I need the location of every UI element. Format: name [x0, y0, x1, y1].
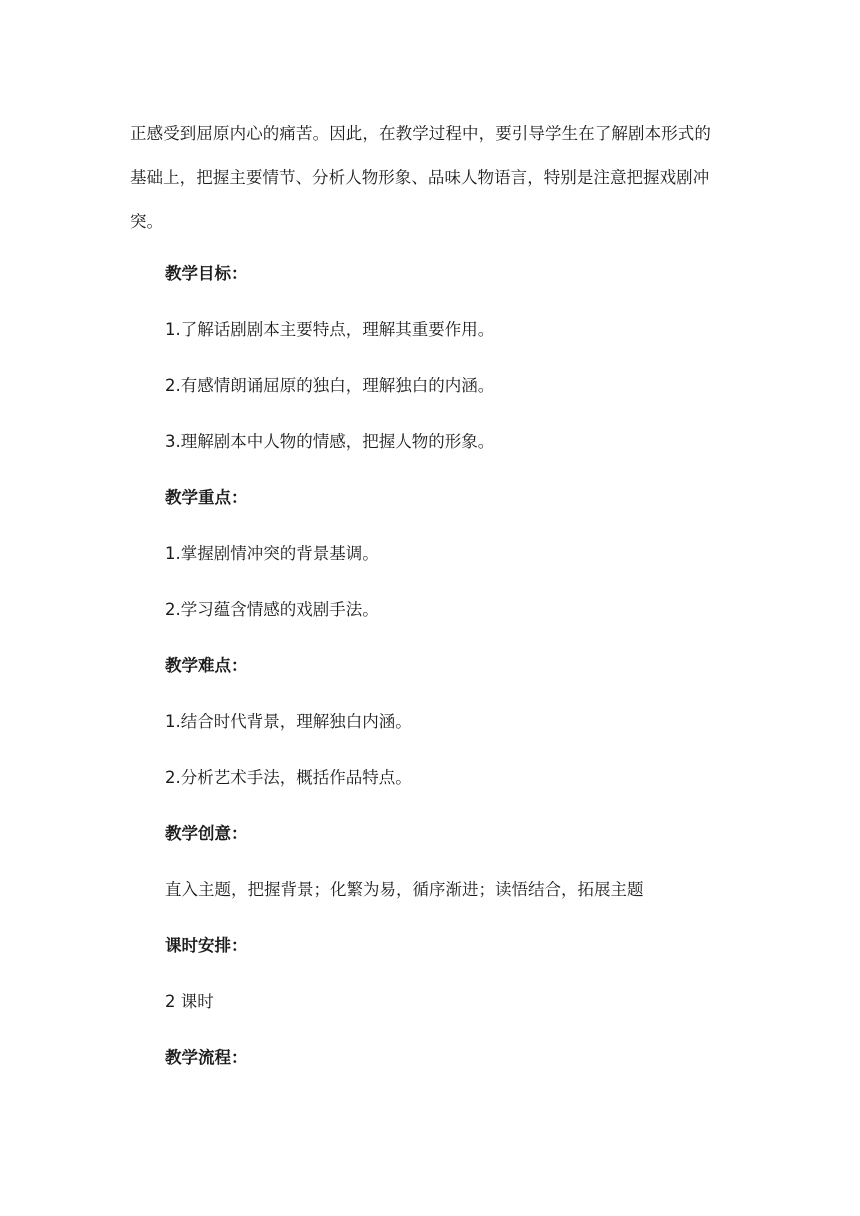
objective-item: 3.理解剧本中人物的情感，把握人物的形象。 [165, 432, 495, 451]
difficulties-heading: 教学难点： [165, 656, 248, 675]
process-heading: 教学流程： [165, 1048, 248, 1067]
schedule-text: 2 课时 [165, 992, 214, 1011]
intro-line: 突。 [130, 212, 163, 231]
difficulty-item: 1.结合时代背景，理解独白内涵。 [165, 712, 412, 731]
intro-line: 基础上，把握主要情节、分析人物形象、品味人物语言，特别是注意把握戏剧冲 [130, 168, 710, 187]
intro-paragraph [130, 112, 740, 244]
objective-item: 1.了解话剧剧本主要特点，理解其重要作用。 [165, 320, 495, 339]
objectives-heading: 教学目标： [165, 264, 248, 283]
creativity-text: 直入主题，把握背景；化繁为易，循序渐进；读悟结合，拓展主题 [165, 880, 644, 899]
schedule-heading: 课时安排： [165, 936, 248, 955]
key-point-item: 2.学习蕴含情感的戏剧手法。 [165, 600, 379, 619]
objective-item: 2.有感情朗诵屈原的独白，理解独白的内涵。 [165, 376, 495, 395]
intro-line: 正感受到屈原内心的痛苦。因此，在教学过程中，要引导学生在了解剧本形式的 [130, 124, 711, 143]
key-point-item: 1.掌握剧情冲突的背景基调。 [165, 544, 379, 563]
key-points-heading: 教学重点： [165, 488, 248, 507]
creativity-heading: 教学创意： [165, 824, 248, 843]
difficulty-item: 2.分析艺术手法，概括作品特点。 [165, 768, 412, 787]
